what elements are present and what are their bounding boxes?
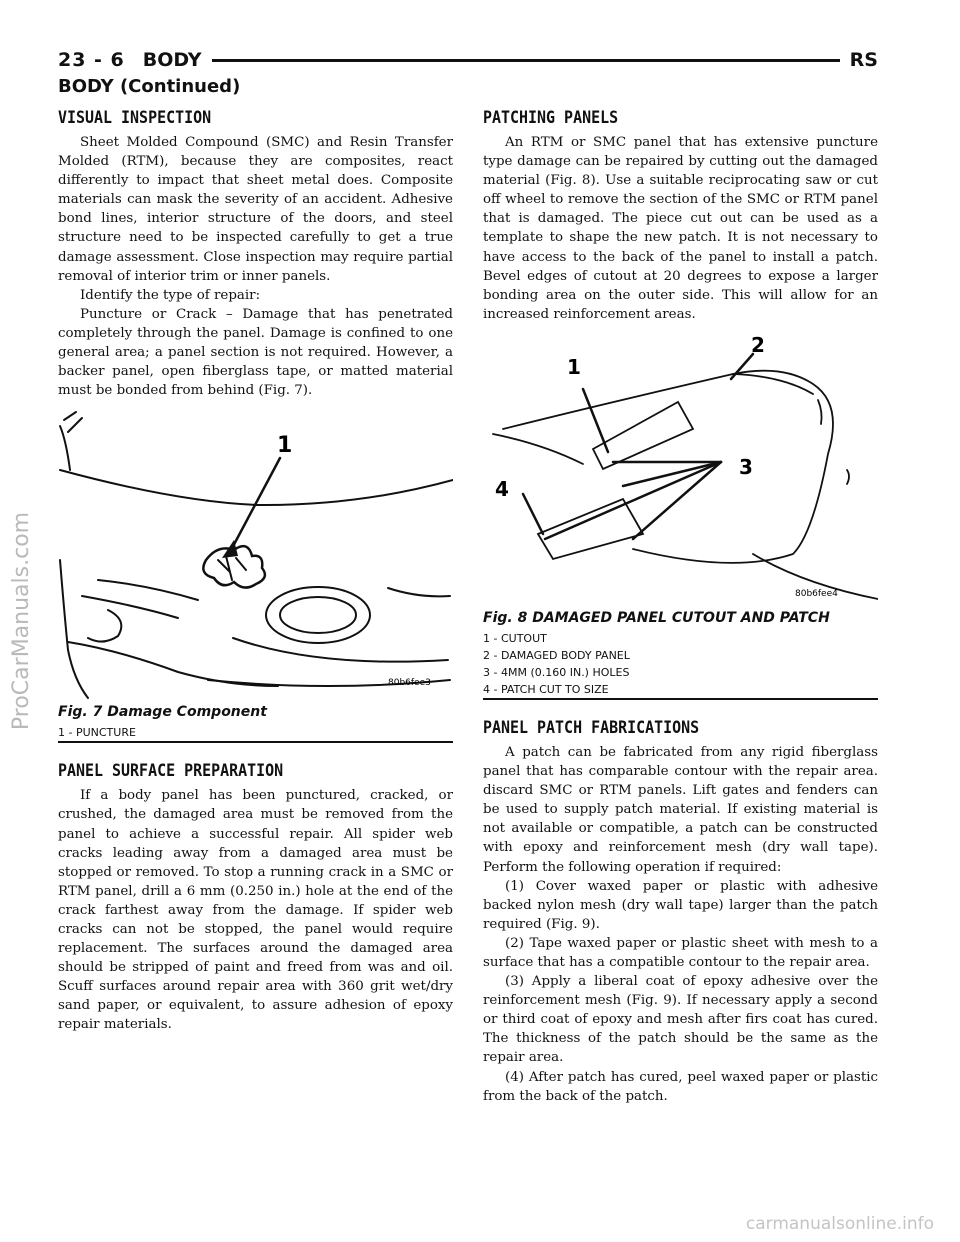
paragraph: (3) Apply a liberal coat of epoxy adhesive over the reinforcement mesh (Fig. 9). If necessary apply a second or third coat of epoxy and mesh after firs coat has cured. The thickness of the patch should be the same as the repair area. — [483, 974, 878, 1066]
section-name: BODY — [142, 49, 202, 71]
header-rule — [212, 59, 840, 62]
model-code: RS — [849, 49, 878, 71]
paragraph: (1) Cover waxed paper or plastic with adhesive backed nylon mesh (dry wall tape) larger than the patch required (Fig. 9). — [483, 878, 878, 932]
fig8-callout-3: 3 — [739, 454, 753, 479]
footer-watermark: carmanualsonline.info — [745, 1214, 934, 1234]
page-number: 23 - 6 — [58, 49, 125, 71]
legend-item: 1 - CUTOUT — [483, 631, 547, 645]
fig7-illustration — [58, 410, 453, 700]
heading-visual-inspection: VISUAL INSPECTION — [58, 108, 212, 128]
heading-patching-panels: PATCHING PANELS — [483, 108, 619, 128]
fig8-illustration — [483, 334, 878, 606]
paragraph: (4) After patch has cured, peel waxed paper or plastic from the back of the patch. — [483, 1069, 878, 1104]
paragraph: An RTM or SMC panel that has extensive puncture type damage can be repaired by cutting out the damaged material (Fig. 8). Use a suitable reciprocating saw or cut off wheel to remove the section of the SMC or RTM panel that is damaged. The piece cut out can be used as a template to shape the new patch. It is not necessary to have access to the back of the panel to install a patch. Bevel edges of cutout at 20 degrees to expose a larger bonding area on the outer side. This will allow for an increased reinforcement areas. — [483, 135, 878, 322]
figure-7 — [58, 410, 453, 743]
right-column — [483, 108, 878, 1106]
heading-surface-preparation: PANEL SURFACE PREPARATION — [58, 761, 284, 782]
fig7-callout-1: 1 — [277, 433, 293, 459]
fig7-caption: Fig. 7 Damage Component — [58, 704, 267, 721]
legend-item: 1 - PUNCTURE — [58, 726, 136, 740]
heading-patch-fabrications: PANEL PATCH FABRICATIONS — [483, 717, 700, 738]
fig8-callout-1: 1 — [567, 354, 581, 379]
fig8-callout-2: 2 — [751, 333, 765, 357]
paragraph: A patch can be fabricated from any rigid fiberglass panel that has comparable contour with the repair area. discard SMC or RTM panels. Lift gates and fenders can be used to supply patch material. If existing material is not available or compatible, a patch can be constructed with epoxy and reinforcement mesh (dry wall tape). Perform the following operation if required: — [483, 744, 878, 875]
paragraph: Puncture or Crack – Damage that has penetrated completely through the panel. Damage is confined to one general area; a panel section is not required. However, a backer panel, open fiberglass tape, or matted material must be bonded from behind (Fig. 7). — [58, 306, 453, 399]
legend-item: 3 - 4MM (0.160 IN.) HOLES — [483, 665, 630, 679]
fig8-legend — [483, 630, 878, 698]
continued-title: BODY (Continued) — [58, 76, 241, 97]
legend-item: 2 - DAMAGED BODY PANEL — [483, 648, 630, 662]
paragraph: Identify the type of repair: — [80, 287, 261, 303]
fig7-code: 80b6fee3 — [388, 678, 431, 689]
left-column — [58, 108, 453, 1035]
fig8-callout-4: 4 — [495, 476, 509, 501]
figure-8 — [483, 334, 878, 700]
fig7-legend — [58, 724, 453, 741]
paragraph: (2) Tape waxed paper or plastic sheet with mesh to a surface that has a compatible contour to the repair area. — [483, 935, 878, 970]
fig8-caption: Fig. 8 DAMAGED PANEL CUTOUT AND PATCH — [483, 609, 830, 626]
paragraph: Sheet Molded Compound (SMC) and Resin Transfer Molded (RTM), because they are composites, react differently to impact that sheet metal does. Composite materials can mask the severity of an accident. Adhesive bond lines, interior structure of the doors, and steel structure need to be inspected carefully to get a true damage assessment. Close inspection may require partial removal of interior trim or inner panels. — [58, 135, 453, 284]
fig8-code: 80b6fee4 — [795, 588, 838, 599]
paragraph: If a body panel has been punctured, cracked, or crushed, the damaged area must be removed from the panel to achieve a successful repair. All spider web cracks leading away from a damaged area must be stopped or removed. To stop a running crack in a SMC or RTM panel, drill a 6 mm (0.250 in.) hole at the end of the crack farthest away from the damage. If spider web cracks can not be stopped, the panel would require replacement. The surfaces around the damaged area should be stripped of paint and freed from was and oil. Scuff surfaces around repair area with 360 grit wet/dry sand paper, or equivalent, to assure adhesion of epoxy repair materials. — [58, 788, 453, 1033]
side-watermark: ProCarManuals.com — [9, 511, 34, 731]
page-header — [58, 44, 878, 76]
legend-item: 4 - PATCH CUT TO SIZE — [483, 682, 609, 696]
